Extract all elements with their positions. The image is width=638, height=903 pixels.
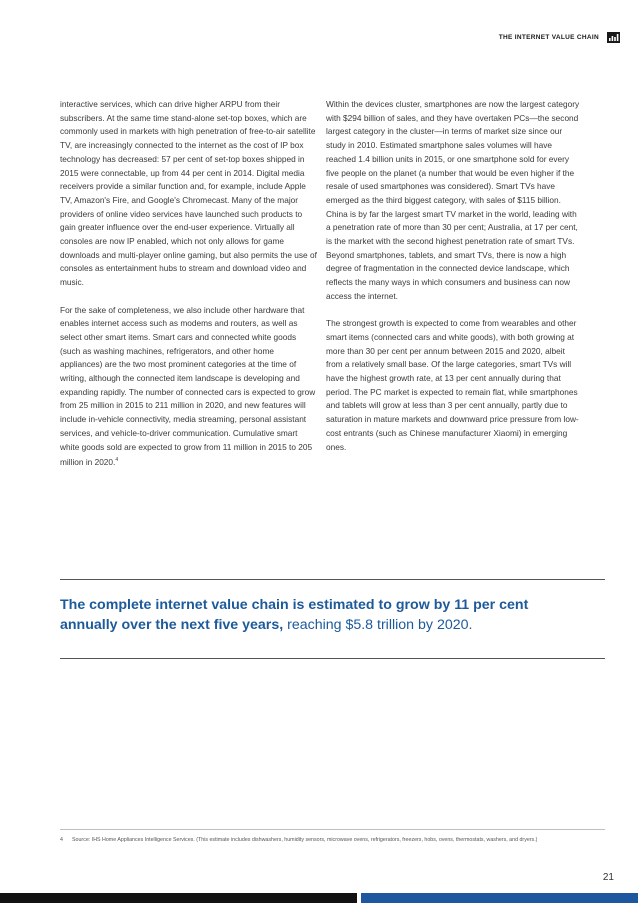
footnote-text: Source: IHS Home Appliances Intelligence Services. (This estimate includes dishwashers, humidity sensors, microwave ovens, refrigerators, freezers, hobs, ovens, thermostats, washers, and dryers.) xyxy=(72,837,538,843)
footnote xyxy=(60,836,604,845)
footnote-ref: 4 xyxy=(115,457,119,464)
right-paragraph-1: Within the devices cluster, smartphones are now the largest category with $294 billion of sales, and they have overtaken PCs—the second largest category in the cluster—in terms of market size since our study in 2010. Estimated smartphone sales volumes will have reached 1.4 billion units in 2015, or one smartphone sold for every five people on the planet (a number that would be even higher if the resale of used smartphones was considered). Smart TVs have emerged as the third biggest category, with sales of $115 billion. China is by far the largest smart TV market in the world, leading with a penetration rate of more than 30 per cent; Australia, at 17 per cent, is the market with the second highest penetration rate of smart TVs. Beyond smartphones, tablets, and smart TVs, there is now a high degree of fragmentation in the connected device landscape, which reflects the many ways in which consumers and business can now access the internet. xyxy=(326,99,580,301)
footer-bar-dark xyxy=(0,893,357,903)
page-number: 21 xyxy=(602,872,614,883)
left-paragraph-2 xyxy=(60,304,317,470)
left-column xyxy=(60,98,317,483)
pullquote-top-rule xyxy=(60,579,605,580)
gsma-logo-icon xyxy=(607,32,620,43)
pullquote-bottom-rule xyxy=(60,658,605,659)
pullquote xyxy=(60,595,580,635)
pullquote-bold: The complete internet value chain is estimated to grow by 11 per cent annually over the next five years, xyxy=(60,597,529,633)
right-paragraph-2: The strongest growth is expected to come from wearables and other smart items (connected cars and white goods), with both growing at more than 30 per cent per annum between 2015 and 2020, albeit from a relatively small base. Of the large categories, smart TVs will have the highest growth rate, at 13 per cent annually during that period. The PC market is expected to remain flat, while smartphones and tablets will grow at less than 3 per cent annually, partly due to saturation in mature markets and downward price pressure from low-cost entrants (such as Chinese manufacturer Xiaomi) in emerging ones. xyxy=(326,318,579,452)
footnote-number: 4 xyxy=(60,837,63,843)
footnote-rule xyxy=(60,829,605,830)
pullquote-regular: reaching $5.8 trillion by 2020. xyxy=(283,617,473,633)
left-paragraph-2-text: For the sake of completeness, we also include other hardware that enables internet access such as modems and routers, as well as select other smart items. Smart cars and connected white goods (such as washing machines, refrigerators, and other home appliances) are the two most prominent categories at the time of writing, although the connected item landscape is developing and expanding rapidly. The number of connected cars is expected to grow from 25 million in 2015 to 211 million in 2020, and new features will include in-vehicle connectivity, media streaming, personal assistant services, and vehicle-to-driver communication. Cumulative smart white goods sold are expected to grow from 11 million in 2015 to 205 million in 2020. xyxy=(60,304,316,468)
left-paragraph-1: interactive services, which can drive higher ARPU from their subscribers. At the same time stand-alone set-top boxes, which are commonly used in markets with high penetration of free-to-air satellite TV, are increasingly connected to the internet as the cost of IP box technology has decreased: 57 per cent of set-top boxes shipped in 2015 were connectable, up from 44 per cent in 2014. Digital media receivers provide a similar function and, for example, include Apple TV, Amazon's Fire, and Google's Chromecast. Many of the major providers of online video services have launched such products to gain greater influence over the end-user experience. Virtually all consoles are now IP enabled, which not only allows for game downloads and multi-player online gaming, but also permits the use of consoles as entertainment hubs to stream and download video and music. xyxy=(60,99,317,288)
footer-bar-blue xyxy=(361,893,638,903)
page-header xyxy=(499,32,620,43)
header-title: THE INTERNET VALUE CHAIN xyxy=(498,34,599,41)
right-column xyxy=(326,98,583,468)
